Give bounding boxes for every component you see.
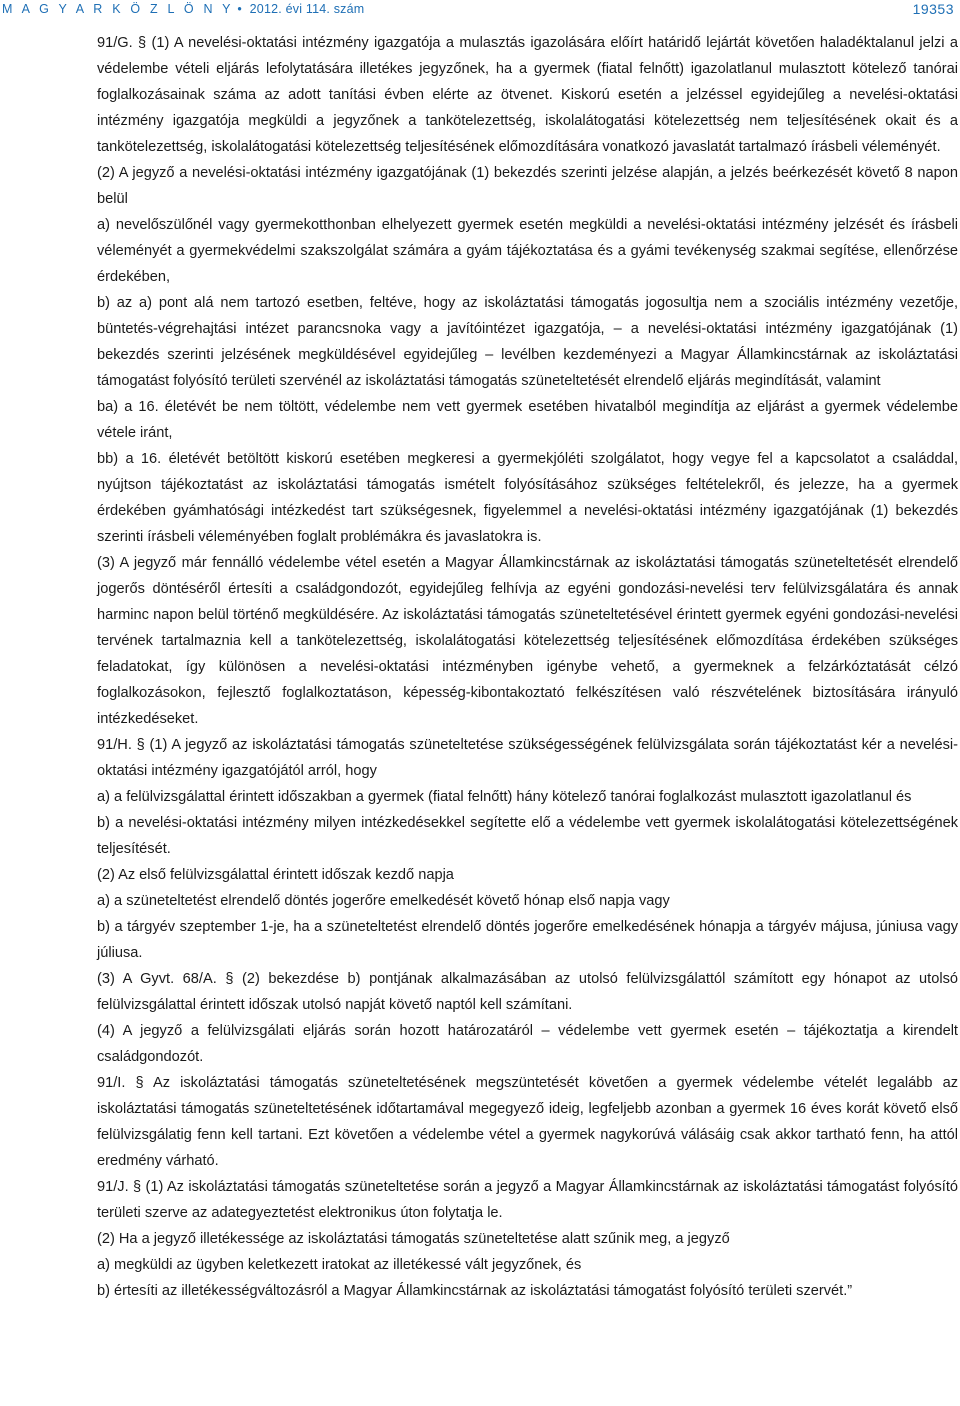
- paragraph-91h-1: 91/H. § (1) A jegyző az iskoláztatási támogatás szüneteltetése szükségességének felülvizsgálata során tájékoztatást kér a nevelési-oktatási intézmény igazgatójától arról, hogy: [97, 737, 958, 779]
- page-number: 19353: [912, 1, 954, 17]
- paragraph-91g-2a: a) nevelőszülőnél vagy gyermekotthonban elhelyezett gyermek esetén megküldi a nevelési-oktatási intézmény jelzését és írásbeli véleményét a gyermekvédelmi szakszolgálat számára a gyám tájékoztatása és a gyámi tevékenység szakmai segítése, ellenőrzése érdekében,: [97, 217, 958, 285]
- paragraph-91h-4: (4) A jegyző a felülvizsgálati eljárás során hozott határozatáról – védelembe vett gyermek esetén – tájékoztatja a kirendelt családgondozót.: [97, 1023, 958, 1065]
- paragraph-91h-2a: a) a szüneteltetést elrendelő döntés jogerőre emelkedését követő hónap első napja vagy: [97, 893, 670, 909]
- paragraph-91h-2b: b) a tárgyév szeptember 1-je, ha a szüneteltetést elrendelő döntés jogerőre emelkedésének hónapja a tárgyév májusa, júniusa vagy júliusa.: [97, 919, 958, 961]
- paragraph-91j-2b: b) értesíti az illetékességváltozásról a Magyar Államkincstárnak az iskoláztatási támogatást folyósító területi szervét.”: [97, 1283, 853, 1299]
- paragraph-91h-1a: a) a felülvizsgálattal érintett időszakban a gyermek (fiatal felnőtt) hány kötelező tanórai foglalkozást mulasztott igazolatlanul és: [97, 789, 912, 805]
- paragraph-91i: 91/I. § Az iskoláztatási támogatás szüneteltetésének megszüntetését követően a gyermek védelembe vételét legalább az iskoláztatási támogatás szüneteltetésének időtartamával megegyező ideig, legfeljebb azonban a gyermek 16 éves korát követő első felülvizsgálatig fenn kell tartani. Ezt követően a védelembe vétel a gyermek nagykorúvá válásáig csak akkor tartható fenn, ha attól eredmény várható.: [97, 1075, 958, 1169]
- paragraph-91j-2: (2) Ha a jegyző illetékessége az iskoláztatási támogatás szüneteltetése alatt szűnik meg, a jegyző: [97, 1231, 730, 1247]
- paragraph-91h-2: (2) Az első felülvizsgálattal érintett időszak kezdő napja: [97, 867, 454, 883]
- journal-title: M A G Y A R K Ö Z L Ö N Y: [2, 2, 234, 16]
- issue-label: 2012. évi 114. szám: [249, 2, 365, 16]
- paragraph-91h-3: (3) A Gyvt. 68/A. § (2) bekezdése b) pontjának alkalmazásában az utolsó felülvizsgálattól számított egy hónapot az utolsó felülvizsgálattal érintett időszak utolsó napját követő naptól kell számítani.: [97, 971, 958, 1013]
- paragraph-91g-2bb: bb) a 16. életévét betöltött kiskorú esetében megkeresi a gyermekjóléti szolgálatot, hogy vegye fel a kapcsolatot a családdal, nyújtson tájékoztatást az iskoláztatási támogatás ismételt folyósításához szükséges feltételekről, és jelezze, ha a gyermek érdekében gyámhatósági intézkedést tart szükségesnek, figyelemmel a nevelési-oktatási intézmény igazgatójának (1) bekezdés szerinti írásbeli véleményében foglalt problémákra és javaslatokra is.: [97, 451, 958, 545]
- paragraph-91g-2ba: ba) a 16. életévét be nem töltött, védelembe nem vett gyermek esetében hivatalból megindítja az eljárást a gyermek védelembe vétele iránt,: [97, 399, 958, 441]
- paragraph-91h-1b: b) a nevelési-oktatási intézmény milyen intézkedésekkel segítette elő a védelembe vett gyermek iskolalátogatási kötelezettségének teljesítését.: [97, 815, 958, 857]
- paragraph-91j-2a: a) megküldi az ügyben keletkezett iratokat az illetékessé vált jegyzőnek, és: [97, 1257, 582, 1273]
- header-bullet: •: [237, 2, 242, 16]
- page-header: [0, 2, 956, 22]
- paragraph-91g-2: (2) A jegyző a nevelési-oktatási intézmény igazgatójának (1) bekezdés szerinti jelzése alapján, a jelzés beérkezését követő 8 napon belül: [97, 165, 958, 207]
- paragraph-91g-1: 91/G. § (1) A nevelési-oktatási intézmény igazgatója a mulasztás igazolására előírt határidő lejártát követően haladéktalanul jelzi a védelembe vételi eljárás lefolytatására illetékes jegyzőnek, ha a gyermek (fiatal felnőtt) igazolatlanul mulasztott kötelező tanórai foglalkozásainak száma az adott tanítási évben elérte az ötvenet. Kiskorú esetén a jelzéssel egyidejűleg a nevelési-oktatási intézmény igazgatója megküldi a jegyzőnek a tankötelezettség, iskolalátogatási kötelezettség nem teljesítésének okait és a tankötelezettség, iskolalátogatási kötelezettség teljesítésének előmozdítására vonatkozó javaslatát tartalmazó írásbeli véleményét.: [97, 35, 958, 155]
- paragraph-91g-3: (3) A jegyző már fennálló védelembe vétel esetén a Magyar Államkincstárnak az iskoláztatási támogatás szüneteltetését elrendelő jogerős döntéséről értesíti a családgondozót, egyidejűleg felhívja az egyéni gondozási-nevelési terv felülvizsgálatára és annak harminc napon belül történő megküldésére. Az iskoláztatási támogatás szüneteltetésével érintett gyermek egyéni gondozási-nevelési tervének tartalmaznia kell a tankötelezettség, iskolalátogatási kötelezettség teljesítésének előmozdítása érdekében szükséges feladatokat, így különösen a nevelési-oktatási intézményben igénybe vehető, a gyermeknek a felzárkóztatását célzó foglalkozásokon, fejlesztő foglalkoztatáson, képesség-kibontakoztató felkészítésen való részvételének biztosítására irányuló intézkedéseket.: [97, 555, 958, 727]
- header-left: [2, 2, 364, 16]
- document-body: [97, 30, 958, 1304]
- paragraph-91j-1: 91/J. § (1) Az iskoláztatási támogatás szüneteltetése során a jegyző a Magyar Államkincstárnak az iskoláztatási támogatást folyósító területi szerve az adategyeztetést elektronikus úton folytatja le.: [97, 1179, 958, 1221]
- paragraph-91g-2b: b) az a) pont alá nem tartozó esetben, feltéve, hogy az iskoláztatási támogatás jogosultja nem a szociális intézmény vezetője, büntetés-végrehajtási intézet parancsnoka vagy a javítóintézet igazgatója, – a nevelési-oktatási intézmény igazgatójának (1) bekezdés szerinti jelzésének megküldésével egyidejűleg – levélben kezdeményezi a Magyar Államkincstárnak az iskoláztatási támogatást folyósító területi szervénél az iskoláztatási támogatás szüneteltetését elrendelő eljárás megindítását, valamint: [97, 295, 958, 389]
